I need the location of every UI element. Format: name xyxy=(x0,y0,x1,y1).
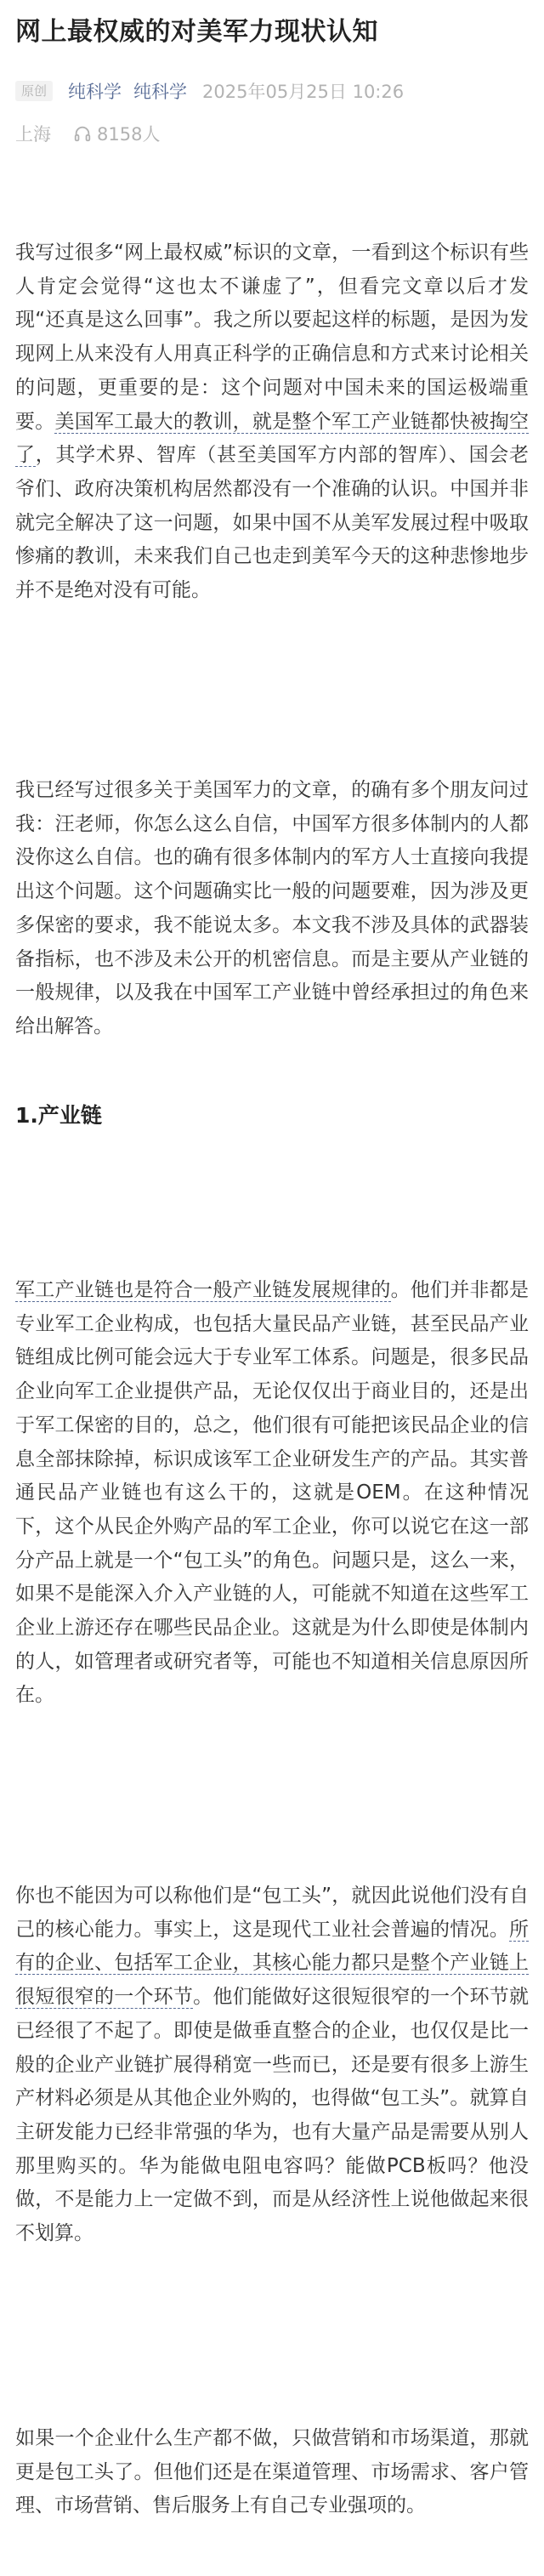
paragraph-4-text-a: 你也不能因为可以称他们是“包工头”，就因此说他们没有自己的核心能力。事实上，这是现代工业社会普遍的情况。 xyxy=(15,1885,529,1941)
paragraph-1-text-a: 我写过很多“网上最权威”标识的文章，一看到这个标识有些人肯定会觉得“这也太不谦虚了”，但看完文章以后才发现“还真是这么回事”。我之所以要起这样的标题，是因为发现网上从来没有人用真正科学的正确信息和方式来讨论相关的问题，更重要的是：这个问题对中国未来的国运极端重要。 xyxy=(15,242,529,433)
paragraph-5: 如果一个企业什么生产都不做，只做营销和市场渠道，那就更是包工头了。但他们还是在渠道管理、市场需求、客户管理、市场营销、售后服务上有自己专业强项的。 xyxy=(15,2427,529,2517)
author-name: 纯科学 xyxy=(133,82,188,102)
paragraph-4 xyxy=(15,1879,529,2251)
listen-count: 8158人 xyxy=(97,124,161,145)
paragraph-3 xyxy=(15,1274,529,1713)
paragraph-3-text: 。他们并非都是专业军工企业构成，也包括大量民品产业链，甚至民品产业链组成比例可能会远大于专业军工体系。问题是，很多民品企业向军工企业提供产品，无论仅仅出于商业目的，还是出于军工保密的目的，总之，他们很有可能把该民品企业的信息全部抹除掉，标识成该军工企业研发生产的产品。其实普通民品产业链也有这么干的，这就是OEM。在这种情况下，这个从民企外购产品的军工企业，你可以说它在这一部分产品上就是一个“包工头”的角色。问题只是，这么一来，如果不是能深入介入产业链的人，可能就不知道在这些军工企业上游还存在哪些民品企业。这就是为什么即使是体制内的人，如管理者或研究者等，可能也不知道相关信息原因所在。 xyxy=(15,1279,530,1707)
publish-datetime: 2025年05月25日 10:26 xyxy=(202,82,405,102)
paragraph-1-highlight: 美国军工最大的教训，就是整个军工产业链都快被掏空了 xyxy=(15,410,530,467)
paragraph-3-highlight: 军工产业链也是符合一般产业链发展规律的 xyxy=(15,1279,391,1301)
article-title: 网上最权威的对美军力现状认知 xyxy=(15,17,378,47)
section-heading-industry-chain: 1.产业链 xyxy=(15,1103,102,1128)
location-label: 上海 xyxy=(15,124,51,145)
original-tag: 原创 xyxy=(15,81,53,101)
account-name-link[interactable]: 纯科学 xyxy=(68,82,122,102)
headphones-icon xyxy=(73,124,92,143)
paragraph-1 xyxy=(15,236,529,608)
paragraph-4-text-b: 。他们能做好这很短很窄的一个环节就已经很了不起了。即使是做垂直整合的企业，也仅仅是比一般的企业产业链扩展得稍宽一些而已，还是要有很多上游生产材料必须是从其他企业外购的，也得做“包工头”。就算自主研发能力已经非常强的华为，也有大量产品是需要从别人那里购买的。华为能做电阻电容吗？能做PCB板吗？他没做，不是能力上一定做不到，而是从经济性上说他做起来很不划算。 xyxy=(15,1986,530,2245)
article-meta xyxy=(15,78,404,104)
paragraph-2: 我已经写过很多关于美国军力的文章，的确有多个朋友问过我：汪老师，你怎么这么自信，中国军方很多体制内的人都没你这么自信。也的确有很多体制内的军方人士直接向我提出这个问题。这个问题确实比一般的问题要难，因为涉及更多保密的要求，我不能说太多。本文我不涉及具体的武器装备指标，也不涉及未公开的机密信息。而是主要从产业链的一般规律，以及我在中国军工产业链中曾经承担过的角色来给出解答。 xyxy=(15,779,529,1038)
paragraph-4-highlight: 所有的企业、包括军工企业，其核心能力都只是整个产业链上很短很窄的一个环节 xyxy=(15,1918,529,2009)
article-meta-secondary xyxy=(15,121,160,146)
paragraph-1-text-b: ，其学术界、智库（甚至美国军方内部的智库）、国会老爷们、政府决策机构居然都没有一个准确的认识。中国并非就完全解决了这一问题，如果中国不从美军发展过程中吸取惨痛的教训，未来我们自己也走到美军今天的这种悲惨地步并不是绝对没有可能。 xyxy=(15,444,530,602)
